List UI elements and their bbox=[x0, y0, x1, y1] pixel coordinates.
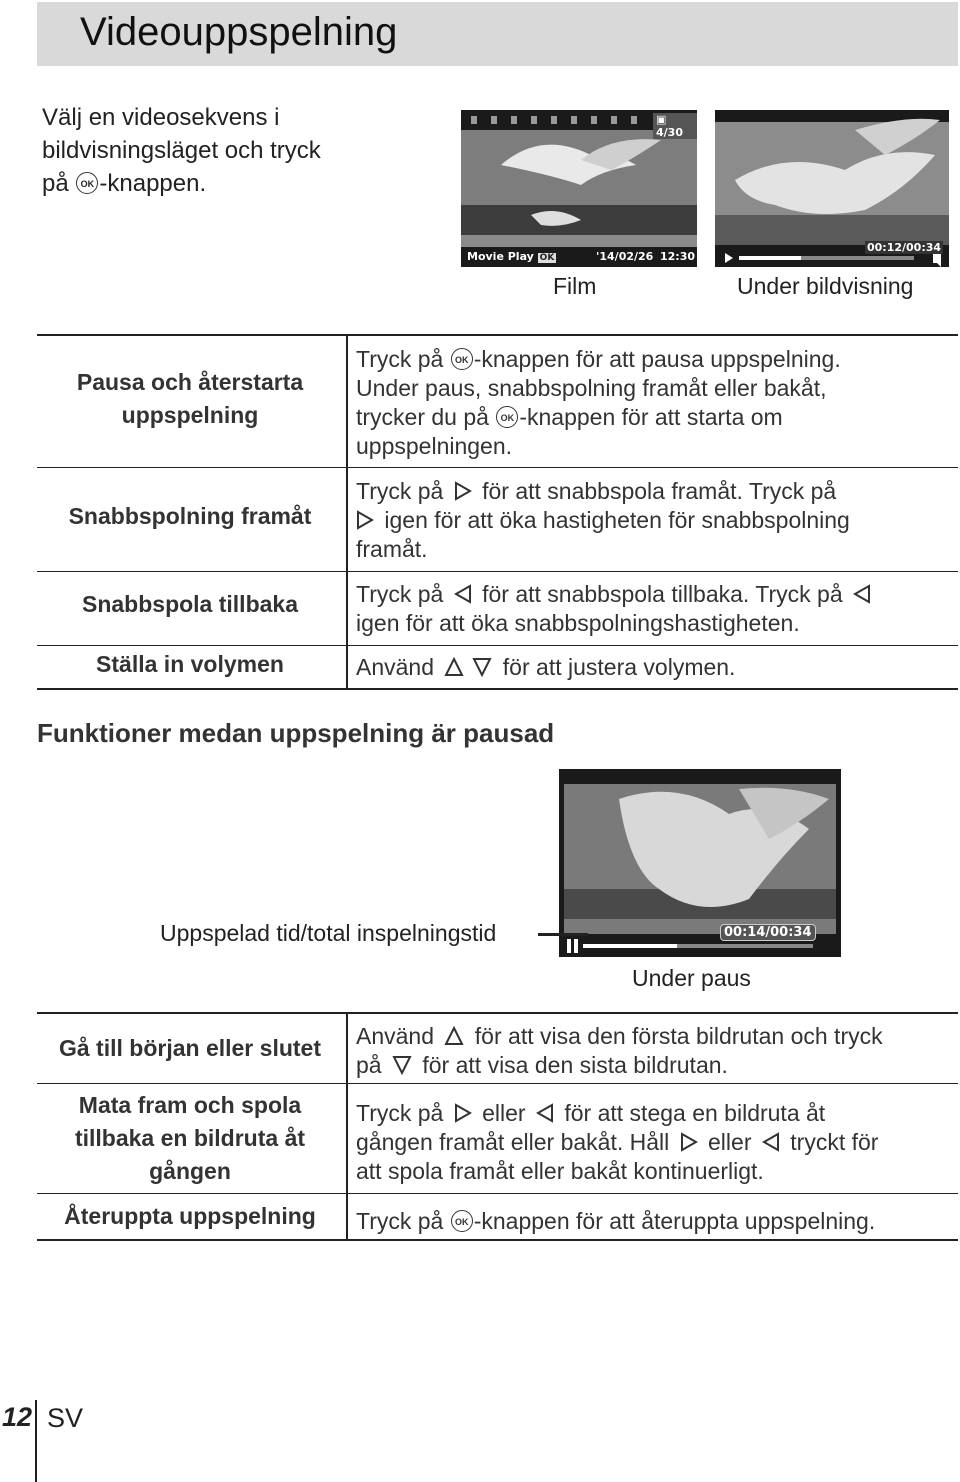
movie-play-label: Movie Play OK bbox=[467, 250, 555, 263]
film-screenshot bbox=[461, 110, 697, 267]
film-counter: ▣ 4/30 bbox=[653, 113, 697, 139]
arrow-right-icon bbox=[680, 1132, 698, 1152]
page-number: 12 bbox=[2, 1402, 33, 1432]
table2-row2-desc: Tryck på eller för att stega en bildruta åt gången framåt eller bakåt. Håll eller tryckt för att spola framåt eller bakåt kontinuerligt. bbox=[356, 1100, 879, 1184]
intro-text bbox=[42, 101, 382, 200]
table1-row-divider bbox=[37, 571, 958, 572]
playback-time: 00:12/00:34 bbox=[867, 241, 942, 254]
callout-leader-line bbox=[538, 933, 588, 936]
intro-line-2: bildvisningsläget och tryck bbox=[42, 137, 321, 164]
table1-row4-label: Ställa in volymen bbox=[96, 651, 284, 677]
table1-row2-label: Snabbspolning framåt bbox=[68, 503, 312, 529]
intro-line-1: Välj en videosekvens i bbox=[42, 104, 280, 131]
arrow-right-icon bbox=[454, 1103, 472, 1123]
table2-row2-label: Mata fram och spola tillbaka en bildruta åt gången bbox=[74, 1092, 306, 1184]
ok-button-icon: OK bbox=[496, 406, 518, 428]
table1-row1-label: Pausa och återstarta uppspelning bbox=[76, 369, 304, 428]
table2-row-divider bbox=[37, 1083, 958, 1084]
paused-functions-heading: Funktioner medan uppspelning är pausad bbox=[37, 718, 555, 748]
film-date: '14/02/26 bbox=[596, 250, 654, 263]
table2-bottom-rule bbox=[37, 1239, 958, 1241]
ok-badge: OK bbox=[539, 253, 555, 263]
table1-row3-desc: Tryck på för att snabbspola tillbaka. Tryck på igen för att öka snabbspolningshastigheten. bbox=[356, 580, 951, 638]
playback-caption: Under bildvisning bbox=[737, 273, 914, 299]
paused-time-callout: Uppspelad tid/total inspelningstid bbox=[160, 920, 497, 946]
footer-divider bbox=[35, 1400, 37, 1482]
paused-caption: Under paus bbox=[632, 965, 751, 991]
arrow-left-icon bbox=[853, 584, 871, 604]
table2-column-divider bbox=[346, 1012, 348, 1240]
table1-row2-desc: Tryck på för att snabbspola framåt. Tryck på igen för att öka hastigheten för snabbspolning framåt. bbox=[356, 478, 850, 562]
page-title: Videouppspelning bbox=[80, 10, 398, 54]
arrow-left-icon bbox=[536, 1103, 554, 1123]
table2-row3-desc: Tryck på OK -knappen för att återuppta uppspelning. bbox=[356, 1208, 876, 1234]
arrow-up-icon bbox=[444, 1026, 464, 1046]
paused-time: 00:14/00:34 bbox=[720, 924, 816, 941]
arrow-right-icon bbox=[454, 481, 472, 501]
table1-row-divider bbox=[37, 467, 958, 468]
ok-button-icon: OK bbox=[451, 1210, 473, 1232]
table2-row1-label: Gå till början eller slutet bbox=[58, 1035, 321, 1061]
paused-screenshot bbox=[559, 769, 841, 957]
arrow-right-icon bbox=[356, 510, 374, 530]
arrow-left-icon bbox=[762, 1132, 780, 1152]
table1-top-rule bbox=[37, 334, 958, 336]
table1-row4-desc: Använd för att justera volymen. bbox=[356, 654, 736, 680]
ok-button-icon: OK bbox=[76, 172, 98, 194]
table2-row-divider bbox=[37, 1193, 958, 1194]
table1-bottom-rule bbox=[37, 688, 958, 690]
table1-row-divider bbox=[37, 645, 958, 646]
arrow-down-icon bbox=[472, 657, 492, 677]
table2-top-rule bbox=[37, 1012, 958, 1014]
playback-screenshot bbox=[715, 110, 949, 267]
table2-row3-label: Återuppta uppspelning bbox=[64, 1203, 316, 1229]
table1-row1-desc: Tryck på OK -knappen för att pausa uppspelning. Under paus, snabbspolning framåt eller bakåt, trycker du på OK -knappen för att starta om uppspelningen. bbox=[356, 346, 841, 459]
arrow-down-icon bbox=[392, 1055, 412, 1075]
arrow-up-icon bbox=[444, 657, 464, 677]
table2-row1-desc: Använd för att visa den första bildrutan och tryck på för att visa den sista bildrutan. bbox=[356, 1023, 883, 1078]
ok-button-icon: OK bbox=[451, 348, 473, 370]
table1-column-divider bbox=[346, 334, 348, 690]
intro-line-3: på OK -knappen. bbox=[42, 170, 207, 197]
film-caption: Film bbox=[553, 273, 597, 299]
language-code: SV bbox=[47, 1403, 84, 1433]
arrow-left-icon bbox=[454, 584, 472, 604]
table1-row3-label: Snabbspola tillbaka bbox=[82, 591, 298, 617]
card-icon: ▣ bbox=[656, 113, 667, 126]
film-time: 12:30 bbox=[660, 250, 696, 263]
